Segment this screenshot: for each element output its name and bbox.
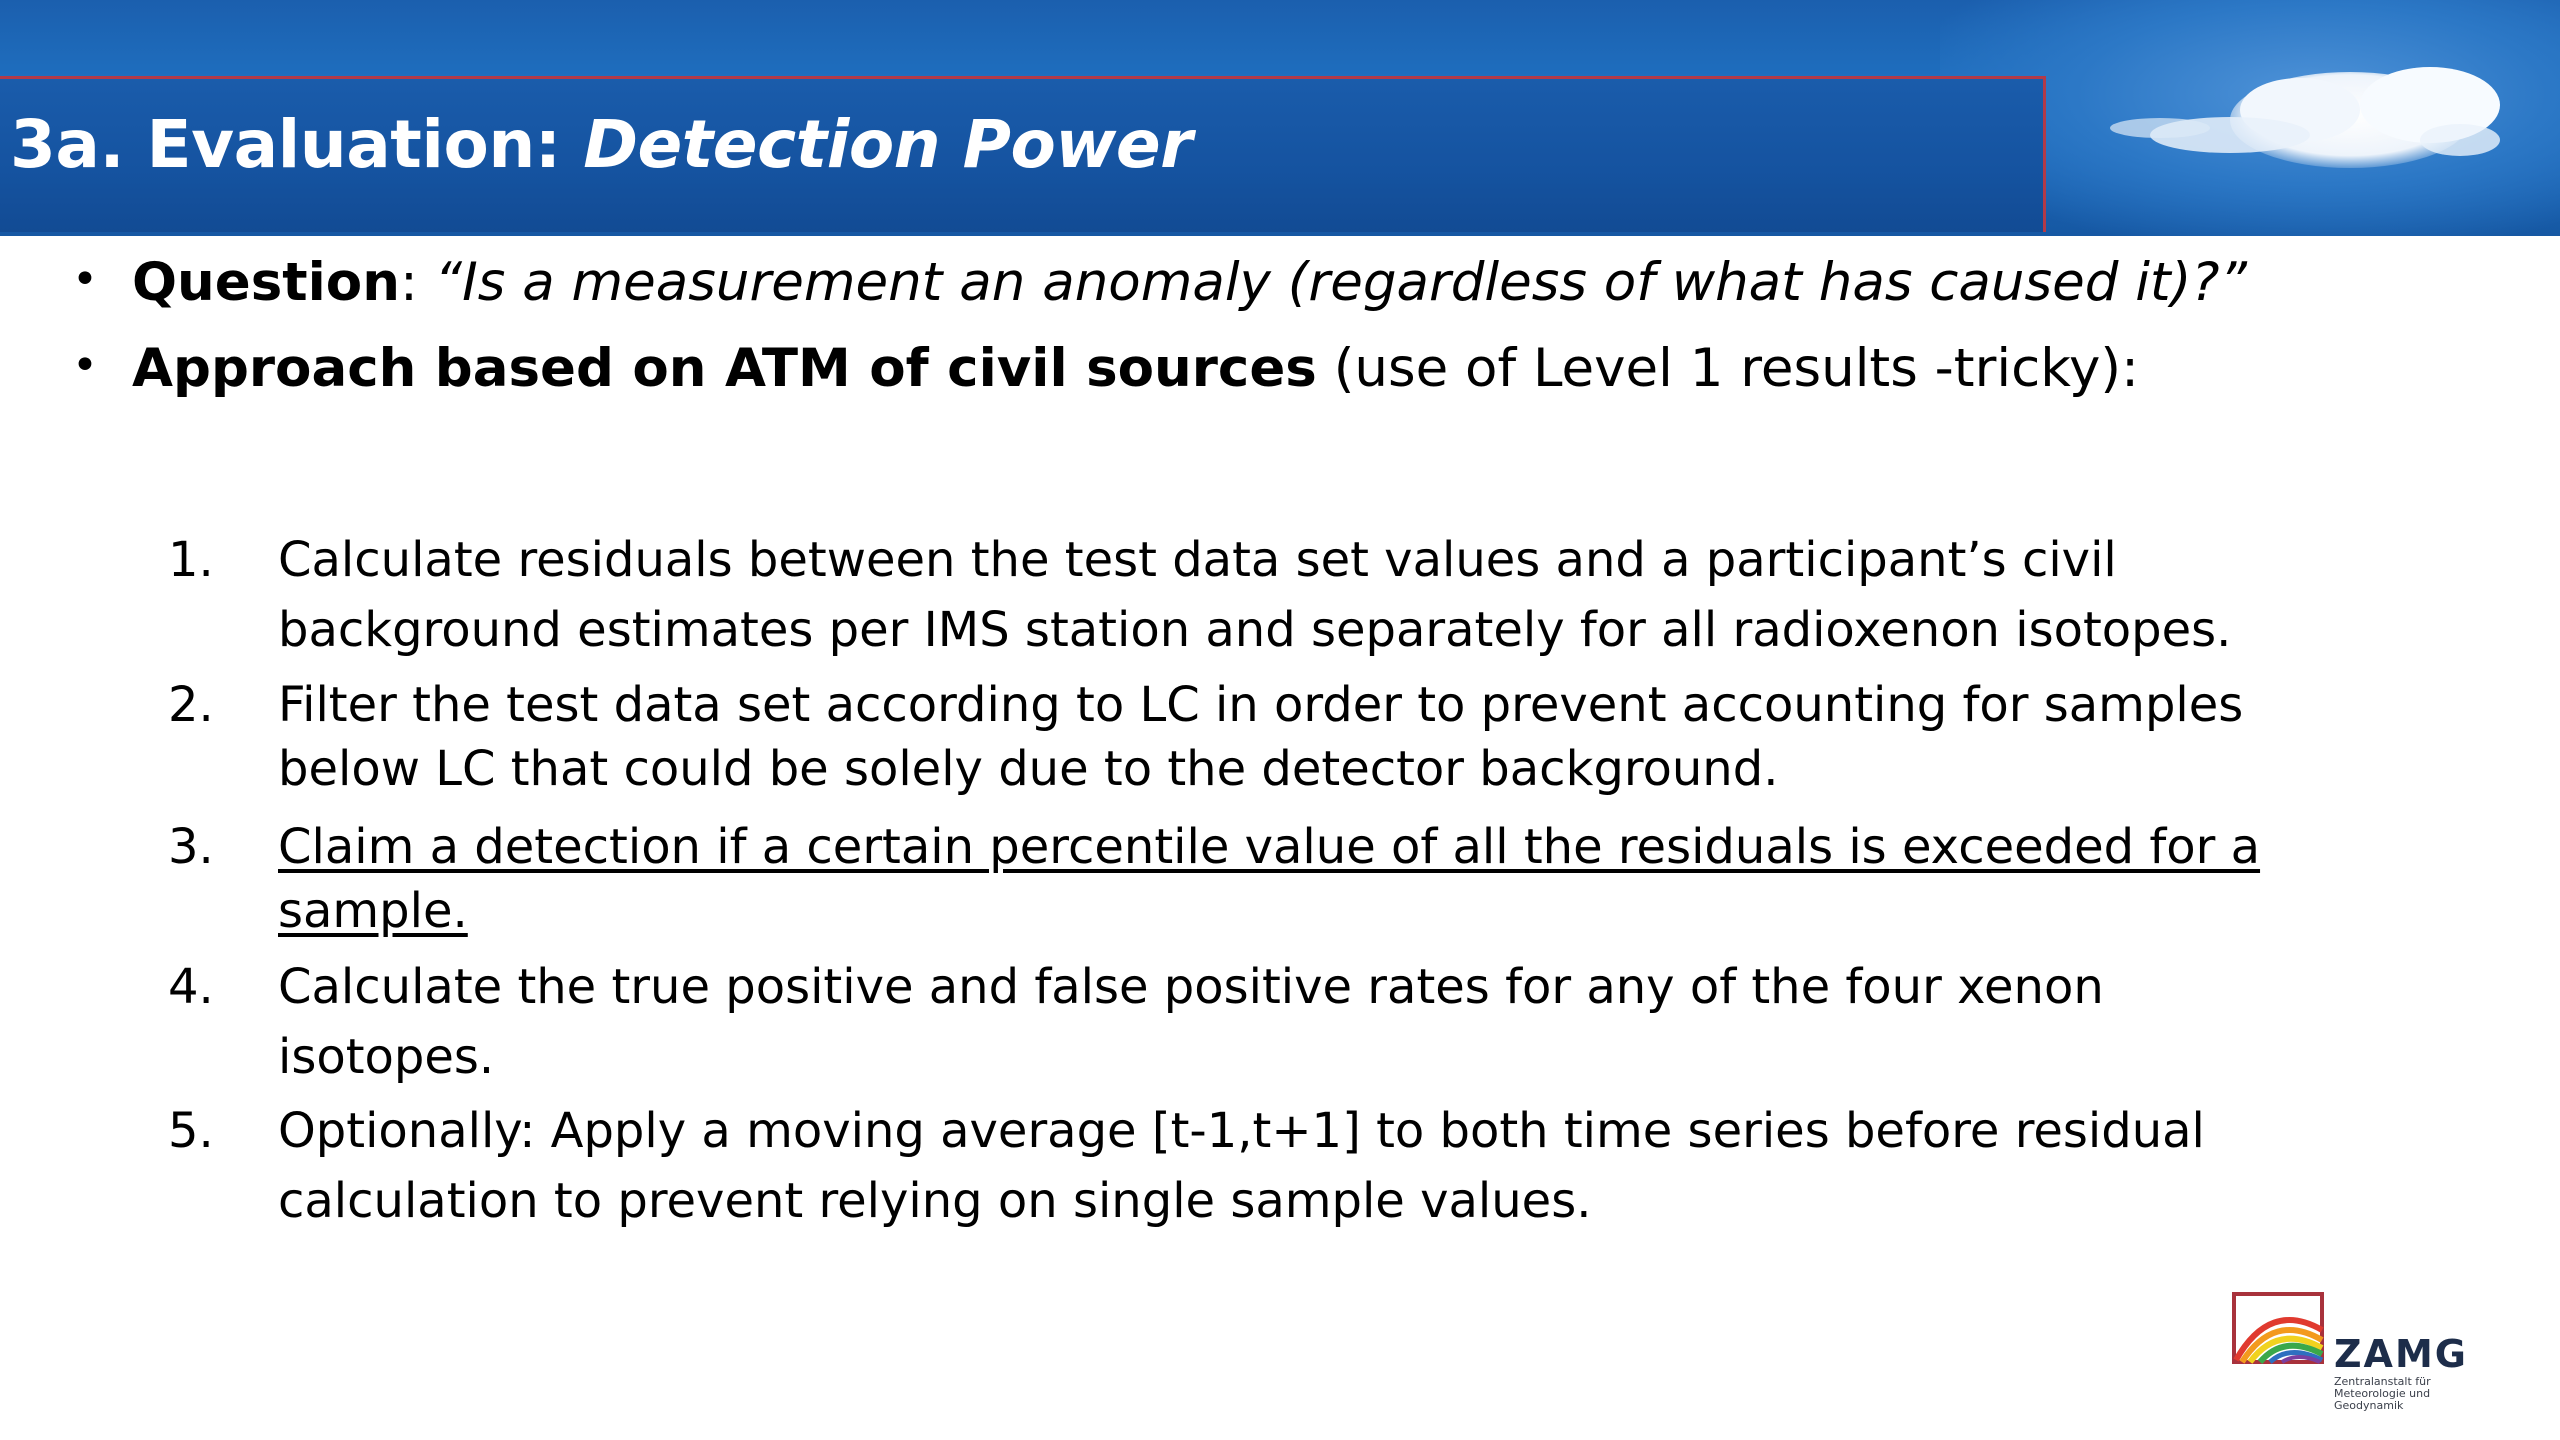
step-number: 5. xyxy=(168,1103,214,1159)
step-line: Calculate residuals between the test data set values and a participant’s civil xyxy=(278,532,2117,588)
bullet-dot-icon: • xyxy=(72,254,98,305)
bullet-dot-icon: • xyxy=(72,340,98,391)
step-text xyxy=(278,525,2288,665)
step-line: Optionally: Apply a moving average [t-1,t+1] to both time series before residual xyxy=(278,1103,2205,1159)
slide-title xyxy=(10,106,1192,183)
step-line: Calculate the true positive and false positive rates for any of the four xenon xyxy=(278,959,2104,1015)
bullet-sep: : xyxy=(399,252,435,313)
logo-subtitle-line: Meteorologie und xyxy=(2334,1387,2431,1400)
logo-wordmark: ZAMG xyxy=(2334,1332,2468,1376)
logo-subtitle xyxy=(2334,1376,2494,1412)
step-text xyxy=(278,1096,2288,1236)
bullet-bold: Approach based on ATM of civil sources xyxy=(132,338,1317,399)
zamg-logo xyxy=(2228,1284,2488,1414)
step-line: calculation to prevent relying on single sample values. xyxy=(278,1173,1592,1229)
bullet-sep xyxy=(1317,338,1334,399)
bullet-plain: (use of Level 1 results -tricky): xyxy=(1333,338,2139,399)
bullet-question xyxy=(72,252,2247,313)
bullet-approach xyxy=(72,338,2139,399)
step-line: sample. xyxy=(278,883,468,939)
step-line: below LC that could be solely due to the detector background. xyxy=(278,741,1779,797)
cloud-image xyxy=(2100,50,2520,190)
step-line: background estimates per IMS station and separately for all radioxenon isotopes. xyxy=(278,602,2232,658)
step-text xyxy=(278,952,2288,1092)
step-line: Filter the test data set according to LC in order to prevent accounting for samples xyxy=(278,677,2244,733)
step-number: 4. xyxy=(168,959,214,1015)
step-number: 1. xyxy=(168,532,214,588)
header-band xyxy=(0,0,2560,236)
step-text-underlined xyxy=(278,812,2288,946)
bullet-italic: “Is a measurement an anomaly (regardless of what has caused it)?” xyxy=(434,252,2247,313)
title-italic: Detection Power xyxy=(583,106,1193,183)
logo-subtitle-line: Geodynamik xyxy=(2334,1399,2404,1412)
rainbow-logo-icon xyxy=(2230,1290,2330,1370)
bullet-bold: Question xyxy=(132,252,400,313)
logo-subtitle-line: Zentralanstalt für xyxy=(2334,1375,2431,1388)
step-number: 2. xyxy=(168,677,214,733)
step-line: Claim a detection if a certain percentile value of all the residuals is exceeded for a xyxy=(278,819,2261,875)
step-number: 3. xyxy=(168,819,214,875)
step-line: isotopes. xyxy=(278,1029,495,1085)
step-text xyxy=(278,670,2288,804)
title-plain: 3a. Evaluation: xyxy=(10,106,584,183)
